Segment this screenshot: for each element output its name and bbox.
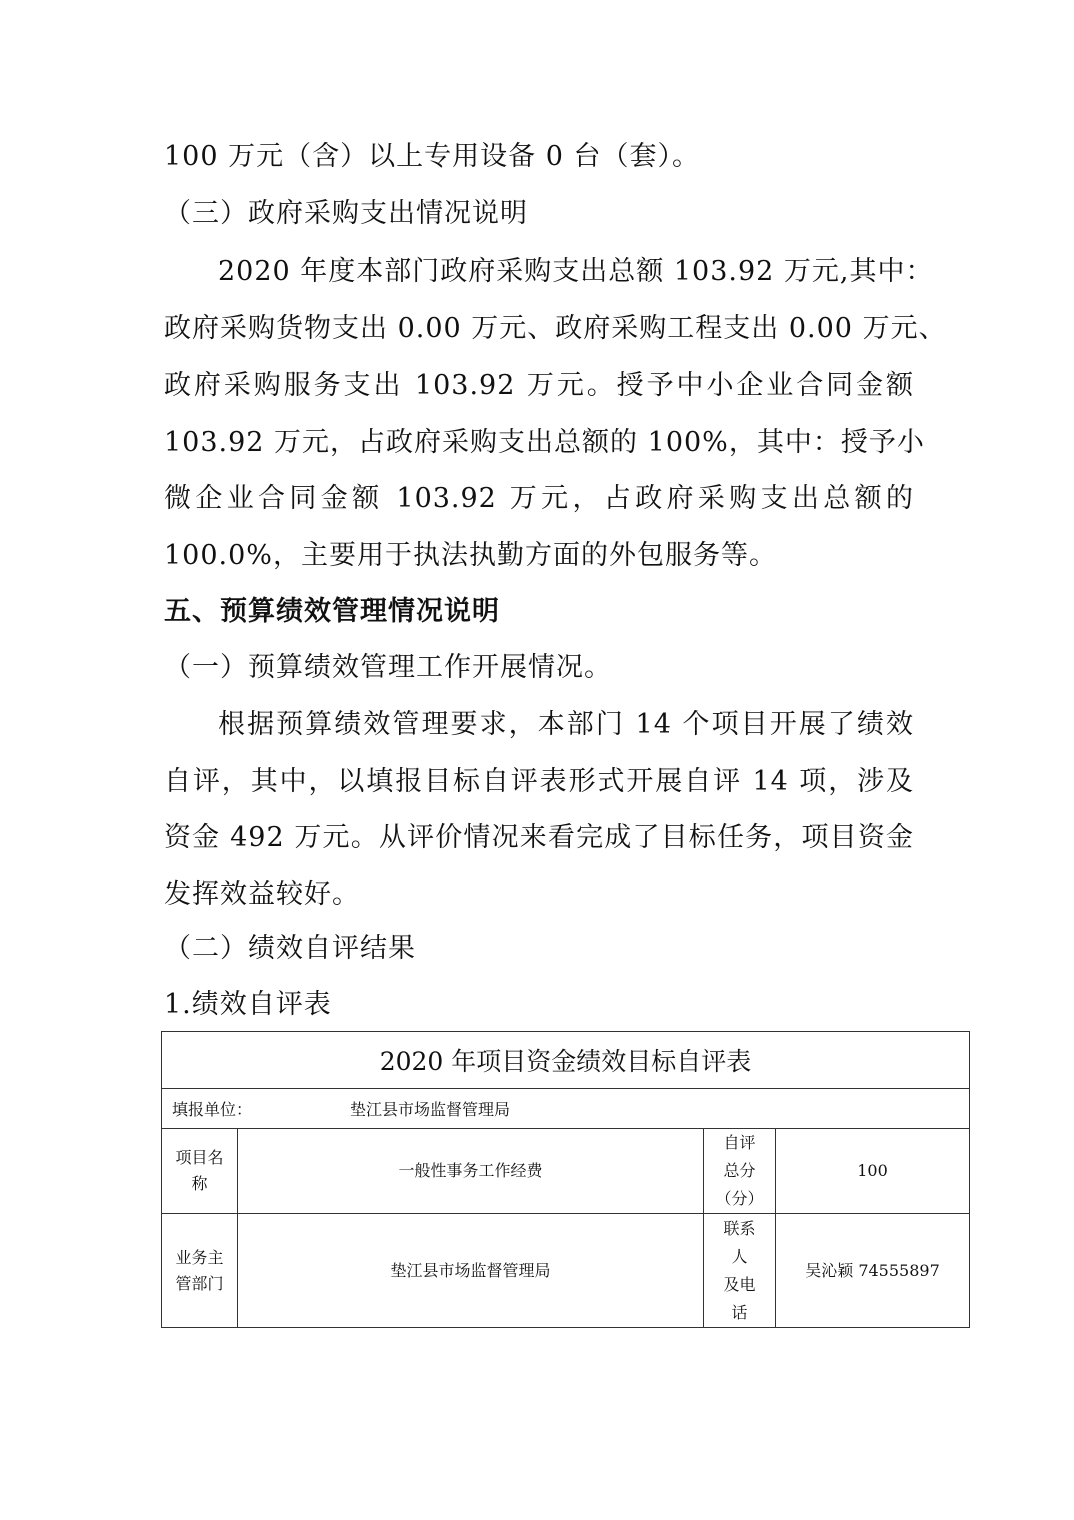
paragraph-line: 自评，其中，以填报目标自评表形式开展自评 14 项，涉及 — [164, 766, 914, 797]
contact-label — [704, 1214, 776, 1328]
paragraph-line: 根据预算绩效管理要求，本部门 14 个项目开展了绩效 — [218, 709, 914, 740]
label-line: 项目名 — [175, 1148, 224, 1167]
label-line: 管部门 — [175, 1273, 224, 1293]
label-line: 自评 — [723, 1133, 756, 1152]
paragraph-line: 发挥效益较好。 — [164, 879, 360, 910]
label-line: 业务主 — [175, 1247, 224, 1267]
reporting-unit-row — [162, 1089, 970, 1129]
contact-value: 吴沁颖 74555897 — [776, 1214, 970, 1328]
project-name-value: 一般性事务工作经费 — [238, 1129, 704, 1214]
label-line: 称 — [191, 1174, 208, 1193]
chapter-heading: 五、预算绩效管理情况说明 — [164, 596, 500, 627]
paragraph-line: 微企业合同金额 103.92 万元，占政府采购支出总额的 — [164, 483, 914, 514]
reporting-unit-value: 垫江县市场监督管理局 — [350, 1100, 511, 1119]
paragraph-line: 100.0%，主要用于执法执勤方面的外包服务等。 — [164, 540, 777, 571]
label-line: 及电 — [723, 1274, 756, 1294]
section-heading: （二）绩效自评结果 — [164, 933, 416, 964]
label-line: 联系 — [723, 1218, 756, 1238]
department-value: 垫江县市场监督管理局 — [238, 1214, 704, 1328]
department-label — [162, 1214, 238, 1328]
label-line: 人 — [731, 1246, 748, 1266]
paragraph-line: 2020 年度本部门政府采购支出总额 103.92 万元,其中： — [218, 256, 934, 287]
section-heading: （三）政府采购支出情况说明 — [164, 198, 528, 229]
paragraph-line: 103.92 万元，占政府采购支出总额的 100%，其中：授予小 — [164, 427, 925, 458]
project-name-label — [162, 1129, 238, 1214]
total-score-label — [704, 1129, 776, 1214]
reporting-unit-label: 填报单位： — [172, 1100, 253, 1119]
table-title: 2020 年项目资金绩效目标自评表 — [162, 1032, 970, 1089]
paragraph-line: 政府采购货物支出 0.00 万元、政府采购工程支出 0.00 万元、 — [164, 313, 947, 344]
label-line: 总分 — [723, 1161, 756, 1180]
section-heading: （一）预算绩效管理工作开展情况。 — [164, 652, 612, 683]
paragraph-line: 资金 492 万元。从评价情况来看完成了目标任务，项目资金 — [164, 822, 914, 853]
label-line: （分） — [715, 1189, 764, 1208]
label-line: 话 — [731, 1302, 748, 1322]
paragraph-line: 政府采购服务支出 103.92 万元。授予中小企业合同金额 — [164, 370, 914, 401]
paragraph-line: 100 万元（含）以上专用设备 0 台（套）。 — [164, 141, 700, 172]
total-score-value: 100 — [776, 1129, 970, 1214]
subsection-heading: 1.绩效自评表 — [164, 989, 332, 1020]
self-evaluation-table — [161, 1031, 970, 1328]
